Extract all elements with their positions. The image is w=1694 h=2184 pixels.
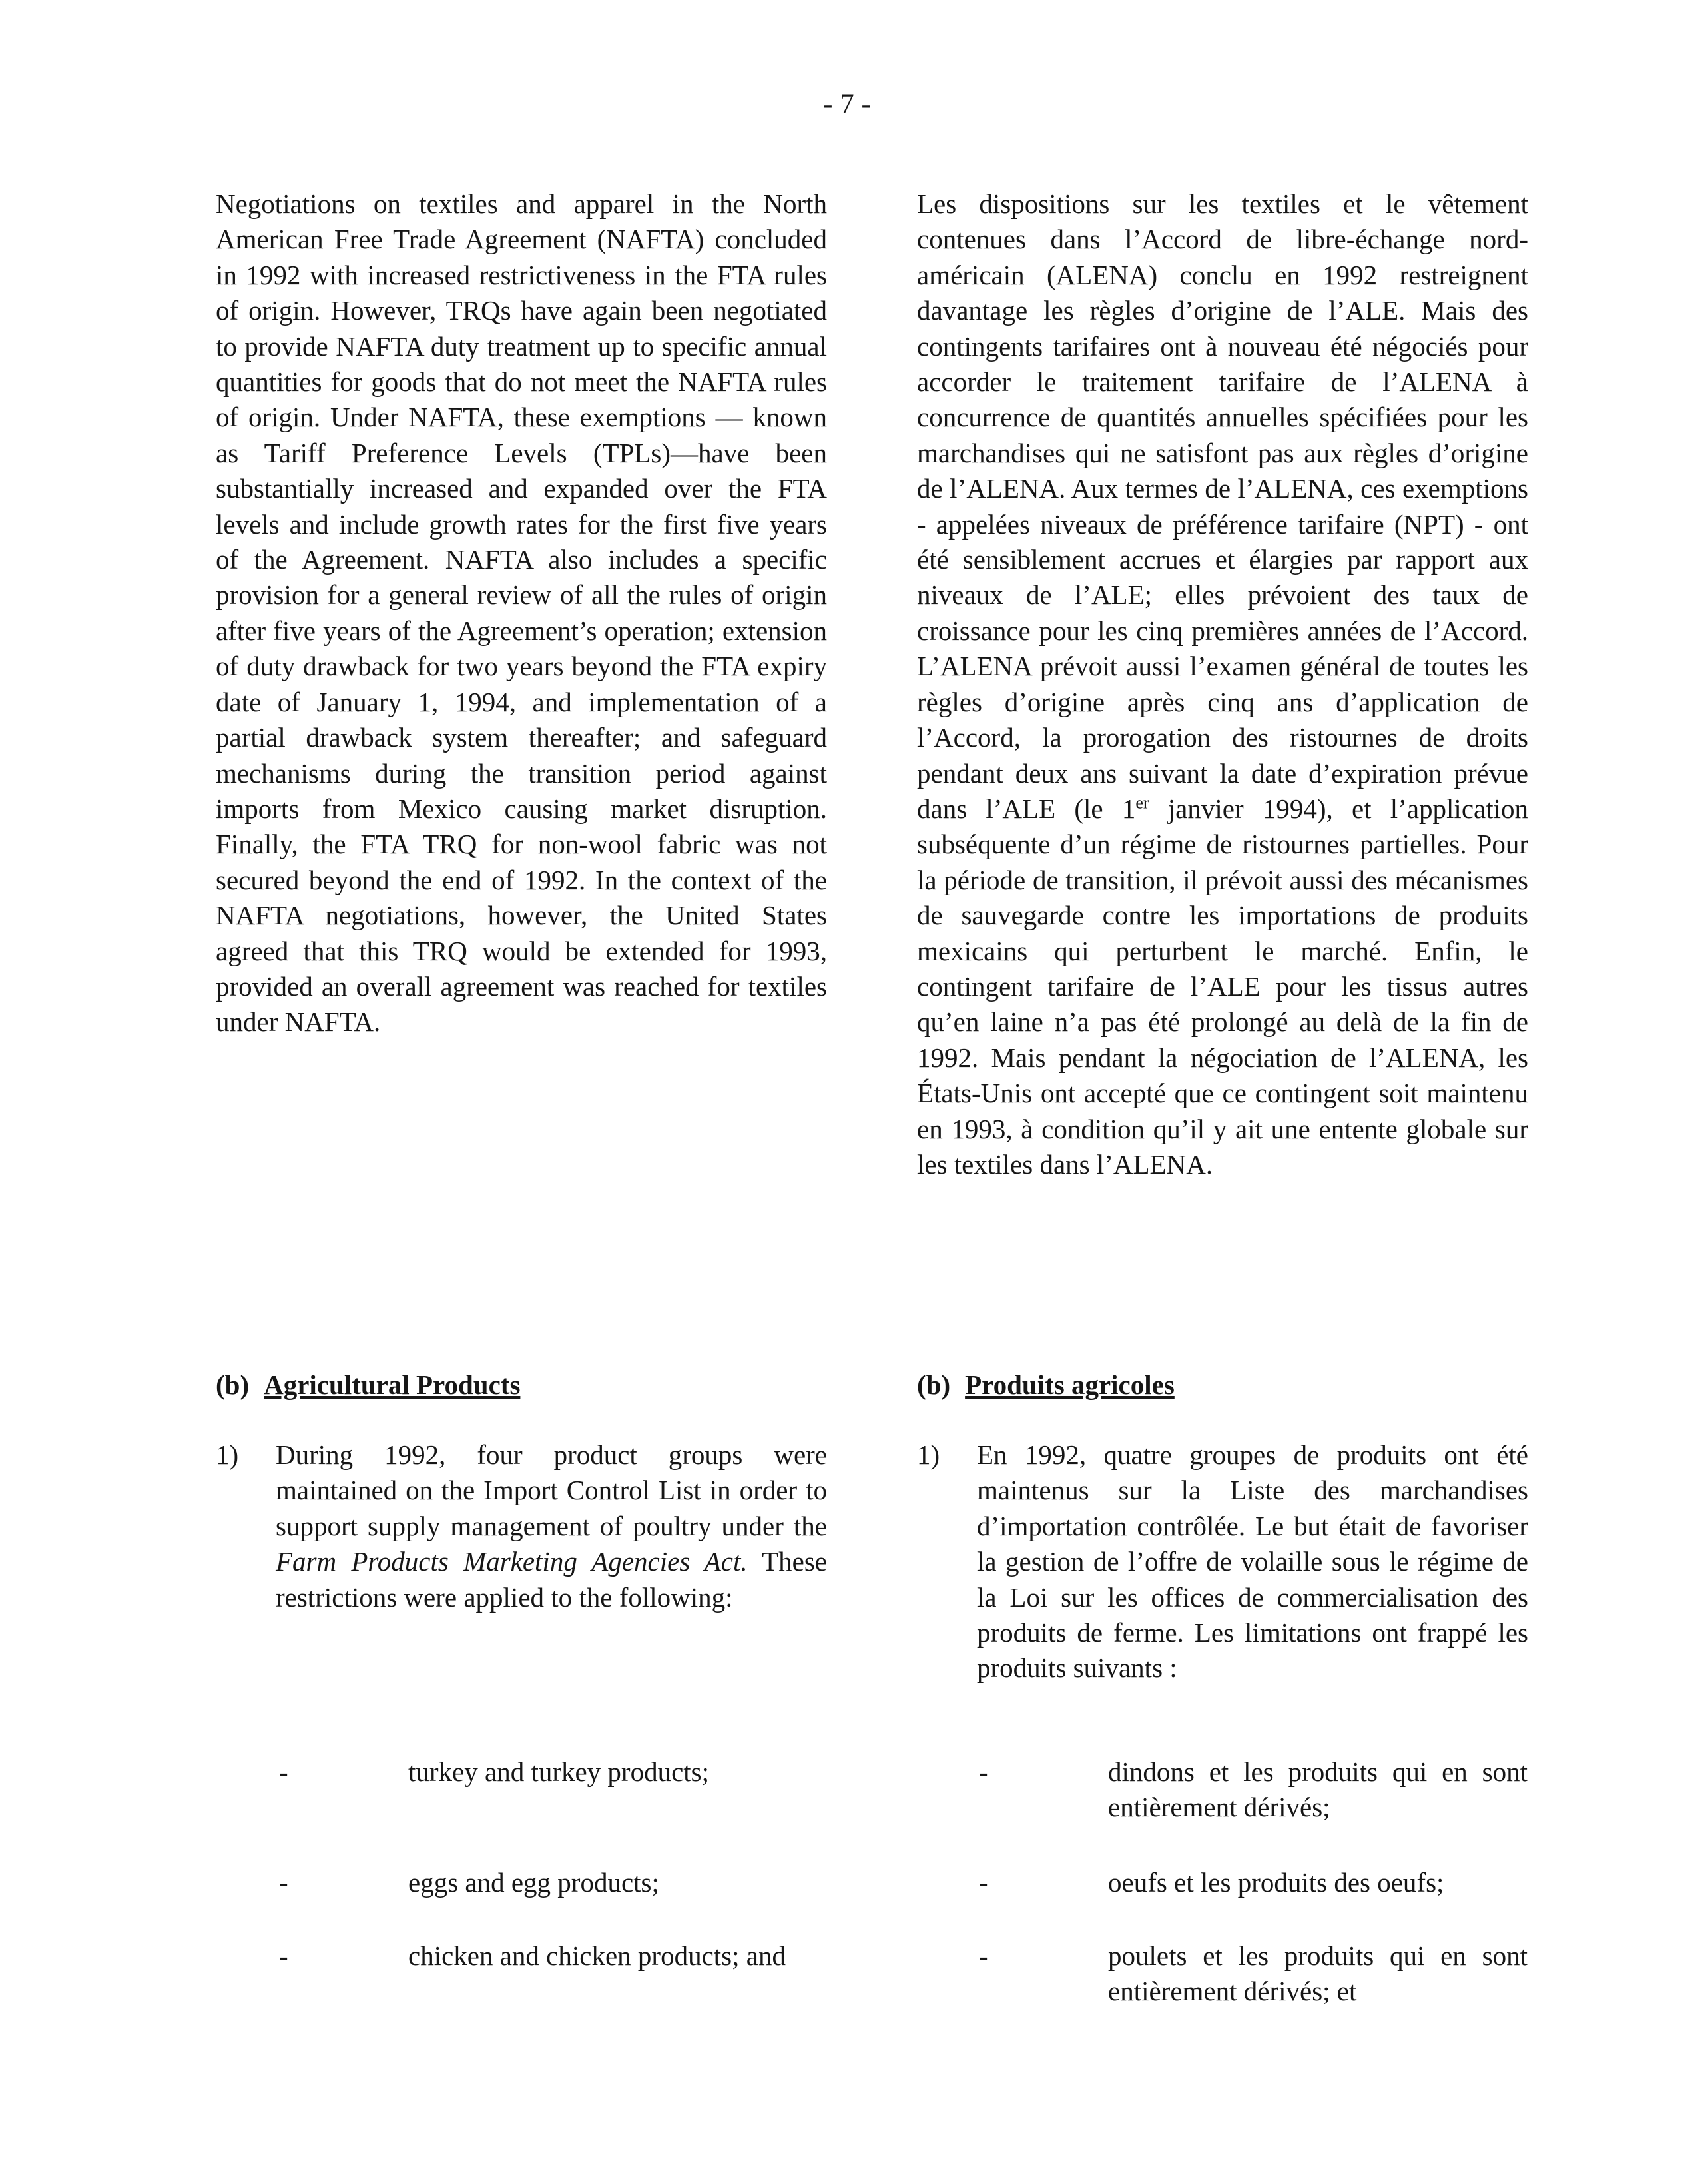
french-intro-start: Les dispositions sur les textiles et le vêtement contenues dans l’Accord de libre-échange nord-américain (ALENA) conclu en 1992 restreignent davantage les règles d’origine de l’ALE. Mais des contingents tarifaires ont à nouveau été négociés pour accorder le traitement tarifaire de l’ALENA à concurrence de quantités annuelles spécifiées pour les marchandises qui ne satisfont pas aux règles d’origine de l’ALENA. Aux termes de l’ALENA, ces exemptions - appelées niveaux de préférence tarifaire (NPT) - ont été sensiblement accrues et élargies par rapport aux niveaux de l’ALE; elles prévoient des taux de croissance pour les cinq premières années de l’Accord. L’ALENA prévoit aussi l’examen général de toutes les règles d’origine après cinq ans d’application de l’Accord, la prorogation des ristournes de droits pendant deux ans suivant la date d’expiration prévue dans l’ALE (le 1 — [917, 188, 1528, 824]
english-bullet-text: eggs and egg products; — [408, 1867, 659, 1898]
english-bullet-text: chicken and chicken products; and — [408, 1940, 786, 1971]
french-bullet-item — [979, 1865, 1528, 1900]
bullet-dash: - — [279, 1756, 288, 1787]
french-ordinal-superscript: er — [1135, 793, 1149, 813]
french-item-text: En 1992, quatre groupes de produits ont été maintenus sur la Liste des marchandises d’importation contrôlée. Le but était de favoriser la gestion de l’offre de volaille sous le régime de la Loi sur les offices de commercialisation des produits de ferme. Les limitations ont frappé les produits suivants : — [977, 1439, 1528, 1684]
french-section-label: (b) — [917, 1369, 951, 1400]
bullet-dash: - — [979, 1756, 988, 1787]
french-intro-paragraph — [917, 186, 1528, 1182]
english-item-text — [276, 1437, 827, 1615]
english-numbered-item — [216, 1437, 827, 1615]
english-item-text-end: These restrictions were applied to the following: — [276, 1546, 828, 1613]
english-act-title: Farm Products Marketing Agencies Act. — [276, 1546, 748, 1577]
french-section-title: Produits agricoles — [965, 1369, 1175, 1400]
french-bullet-item — [979, 1938, 1528, 2009]
english-bullet-text: turkey and turkey products; — [408, 1756, 710, 1787]
french-numbered-item — [917, 1437, 1528, 1686]
french-section-heading — [917, 1367, 1528, 1403]
bullet-dash: - — [279, 1940, 288, 1971]
english-bullet-item — [279, 1865, 825, 1900]
english-bullet-item — [279, 1754, 825, 1790]
english-section-heading — [216, 1367, 827, 1403]
english-item-number: 1) — [216, 1439, 239, 1470]
french-bullet-text: poulets et les produits qui en sont entièrement dérivés; et — [1108, 1940, 1528, 2007]
english-section-title: Agricultural Products — [264, 1369, 521, 1400]
page-number: - 7 - — [823, 89, 871, 120]
english-item-text-start: During 1992, four product groups were maintained on the Import Control List in order to support supply management of poultry under the — [276, 1439, 827, 1541]
english-bullet-item — [279, 1938, 825, 1974]
french-bullet-item — [979, 1754, 1528, 1826]
french-intro-end: janvier 1994), et l’application subséquente d’un régime de ristournes partielles. Pour la période de transition, il prévoit aussi des mécanismes de sauvegarde contre les importations de produits mexicains qui perturbent le marché. Enfin, le contingent tarifaire de l’ALE pour les tissus autres qu’en laine n’a pas été prolongé au delà de la fin de 1992. Mais pendant la négociation de l’ALENA, les États-Unis ont accepté que ce contingent soit maintenu en 1993, à condition qu’il y ait une entente globale sur les textiles dans l’ALENA. — [917, 793, 1529, 1180]
bullet-dash: - — [279, 1867, 288, 1898]
french-bullet-text: oeufs et les produits des oeufs; — [1108, 1867, 1444, 1898]
bullet-dash: - — [979, 1940, 988, 1971]
french-bullet-text: dindons et les produits qui en sont entièrement dérivés; — [1108, 1756, 1528, 1823]
english-section-label: (b) — [216, 1369, 250, 1400]
bullet-dash: - — [979, 1867, 988, 1898]
french-item-number: 1) — [917, 1439, 940, 1470]
english-intro-paragraph: Negotiations on textiles and apparel in the North American Free Trade Agreement (NAFTA) concluded in 1992 with increased restrictiveness in the FTA rules of origin. However, TRQs have again been negotiated to provide NAFTA duty treatment up to specific annual quantities for goods that do not meet the NAFTA rules of origin. Under NAFTA, these exemptions — known as Tariff Preference Levels (TPLs)—have been substantially increased and expanded over the FTA levels and include growth rates for the first five years of the Agreement. NAFTA also includes a specific provision for a general review of all the rules of origin after five years of the Agreement’s operation; extension of duty drawback for two years beyond the FTA expiry date of January 1, 1994, and implementation of a partial drawback system thereafter; and safeguard mechanisms during the transition period against imports from Mexico causing market disruption. Finally, the FTA TRQ for non-wool fabric was not secured beyond the end of 1992. In the context of the NAFTA negotiations, however, the United States agreed that this TRQ would be extended for 1993, provided an overall agreement was reached for textiles under NAFTA. — [216, 188, 827, 1038]
